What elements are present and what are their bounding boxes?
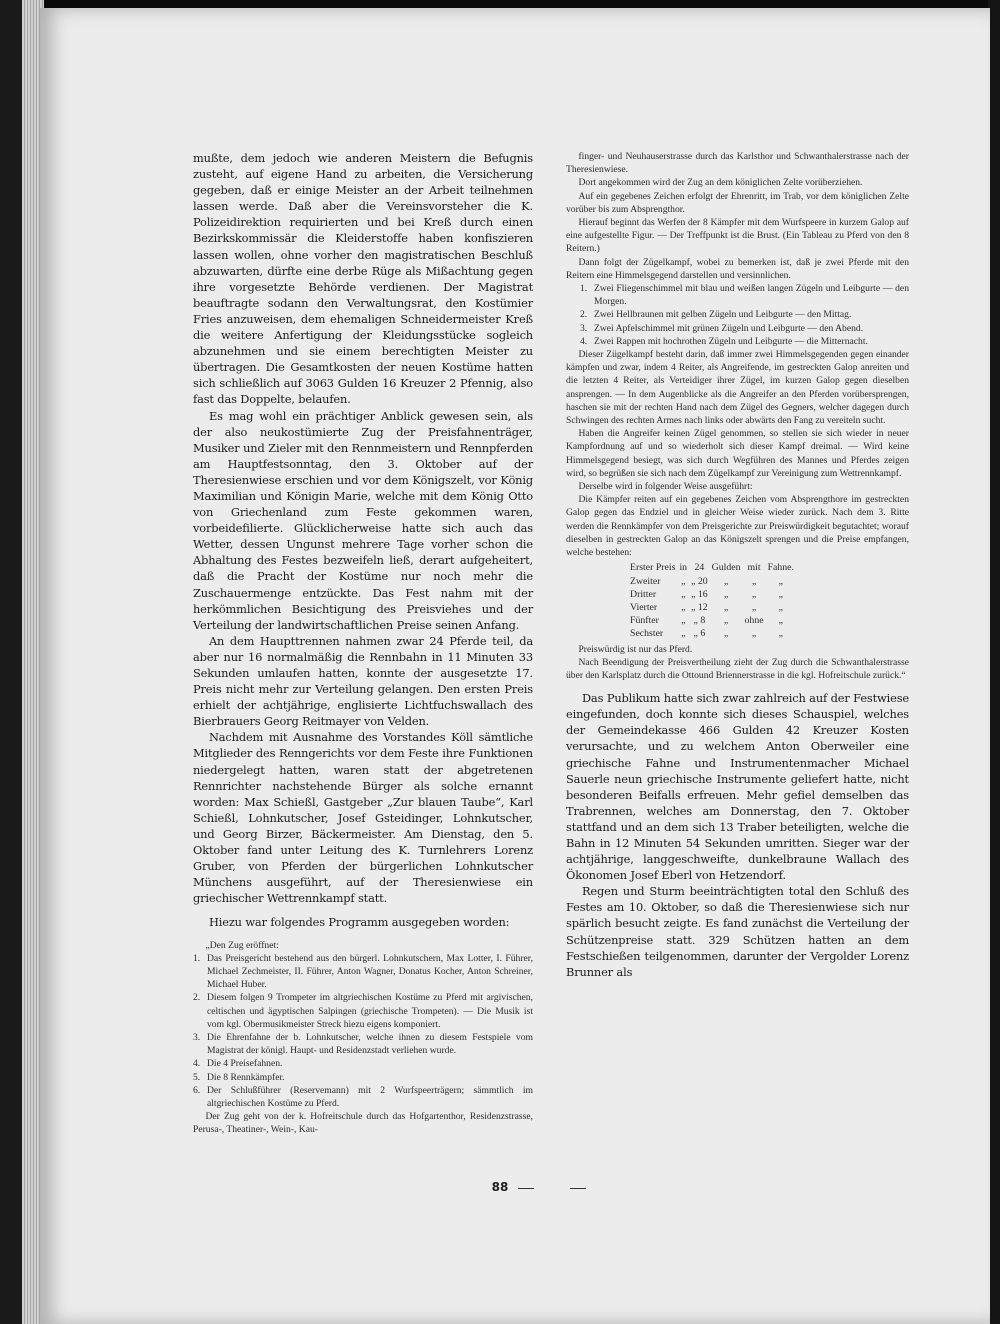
prize-cell: „ xyxy=(681,615,686,627)
quote-paragraph: Haben die Angreifer keinen Zügel genommen, so stellen sie sich wieder in neuer Kampfordnung auf und so wiederholt sich dieser Kampf dreimal. — Wird keine Himmelsgegend besiegt, was sich durch Wegführen des Mannes und Pferdes zeigen wird, so begrüßen sie sich nach dem Zügelkampf zur Vereinigung zum Wettrennkampf. xyxy=(566,428,909,479)
program-item xyxy=(193,1057,533,1070)
prize-cell: „ xyxy=(723,601,729,613)
prize-cell: „ xyxy=(778,575,783,587)
program-intro: Hiezu war folgendes Programm ausgegeben worden: xyxy=(208,915,510,930)
prize-cell: „ xyxy=(751,575,757,587)
prize-row xyxy=(630,561,798,574)
prize-cell: „ xyxy=(723,628,729,640)
program-item xyxy=(193,991,533,1031)
program-item xyxy=(193,1071,533,1084)
quote-paragraph: Dann folgt der Zügelkampf, wobei zu bemerken ist, daß je zwei Pferde mit den Reitern eine Himmelsgegend darstellen und versinnlichen. xyxy=(566,256,909,281)
horse-list-item xyxy=(566,282,909,308)
prize-cell: Erster Preis xyxy=(630,562,676,574)
program-quote xyxy=(193,939,533,1137)
prize-cell: „ xyxy=(778,615,783,627)
program-item-number: 3. xyxy=(193,1031,201,1043)
horse-list-text: Zwei Fliegenschimmel mit blau und weißen langen Zügeln und Leibgurte — den Morgen. xyxy=(594,283,909,308)
program-item-text: Die Ehrenfahne der b. Lohnkutscher, welche ihnen zu diesem Festspiele vom Magistrat der königl. Haupt- und Residenzstadt verliehen wurde. xyxy=(207,1031,533,1057)
prize-row xyxy=(630,575,798,588)
prize-cell: „ xyxy=(778,588,783,600)
prize-cell: Fahne. xyxy=(767,562,794,574)
program-item-number: 1. xyxy=(193,952,201,964)
horse-list-number: 2. xyxy=(580,309,588,321)
prize-row xyxy=(630,601,798,614)
horse-list-text: Zwei Apfelschimmel mit grünen Zügeln und Leibgurte — den Abend. xyxy=(594,322,864,334)
prize-cell: „ 6 xyxy=(693,628,706,640)
program-item-text: Der Schlußführer (Reservemann) mit 2 Wurfspeerträgern; sämmtlich im altgriechischen Kostüme zu Pferd. xyxy=(207,1084,533,1109)
quote-paragraph: Hierauf beginnt das Werfen der 8 Kämpfer mit dem Wurfspeere in kurzem Galop auf eine aufgestellte Figur. — Der Treffpunkt ist die Brust. (Ein Tableau zu Pferd von den 8 Reitern.) xyxy=(566,217,909,255)
prize-cell: „ 12 xyxy=(691,601,708,613)
program-opening: „Den Zug eröffnet: xyxy=(205,939,279,951)
program-quote-continued xyxy=(566,150,909,682)
prize-cell: „ 8 xyxy=(693,615,706,627)
program-item-text: Die 4 Preisefahnen. xyxy=(207,1058,283,1070)
program-item xyxy=(193,952,533,992)
quote-paragraph: Preiswürdig ist nur das Pferd. xyxy=(578,643,693,655)
program-item xyxy=(193,1084,533,1110)
prize-cell: „ xyxy=(751,628,757,640)
prize-cell: ohne xyxy=(744,615,764,627)
prize-row xyxy=(630,614,798,627)
horse-list-text: Zwei Hellbraunen mit gelben Zügeln und Leibgurte — den Mittag. xyxy=(594,309,852,321)
quote-paragraph: Dieser Zügelkampf besteht darin, daß immer zwei Himmelsgegenden gegen einander kämpfen und zwar, indem 4 Reiter, als Angreifende, im gestreckten Galop anreiten und die letzten 4 Reiter, als Verteidiger ihrer Zügel, im kurzen Galop gegen dieselben ansprengen. — In dem Augenblicke als die Angreifer an den Pferden vorübersprengen, haschen sie mit der rechten Hand nach dem Zügel des Gegners, welcher dagegen durch Schwingen des rechten Armes nach links oder abwärts den Fang zu vereiteln sucht. xyxy=(566,349,909,427)
horse-list-item xyxy=(566,335,909,348)
prize-cell: „ xyxy=(723,615,729,627)
prize-cell: 24 xyxy=(694,562,705,574)
program-item-number: 4. xyxy=(193,1058,201,1070)
horse-list-item xyxy=(566,308,909,321)
quote-paragraph: Die Kämpfer reiten auf ein gegebenes Zeichen vom Absprengthore im gestreckten Galop gegen das Endziel und in gleicher Weise wieder zurück. Nach dem 3. Ritte werden die Rennkämpfer von dem Preisgerichte zur Preiswürdigkeit begutachtet; worauf dieselben in gestreckten Galop an das Königszelt sprengen und die Preise empfangen, welche bestehen: xyxy=(566,494,909,559)
spacer xyxy=(566,682,909,690)
program-item-text: Das Preisgericht bestehend aus den bürgerl. Lohnkutschern, Max Lotter, I. Führer, Michael Zechmeister, II. Führer, Anton Wagner, Donatus Kocher, Anton Schreiner, Michael Huber. xyxy=(207,952,533,991)
quote-paragraph: Nach Beendigung der Preisvertheilung zieht der Zug durch die Schwanthalerstrasse über den Karlsplatz durch die Ottound Briennerstrasse in die kgl. Hofreitschule zurück.“ xyxy=(566,656,909,681)
program-closing: Der Zug geht von der k. Hofreitschule durch das Hofgartenthor, Residenzstrasse, Perusa-, Theatiner-, Wein-, Kau- xyxy=(193,1111,533,1136)
right-text-column xyxy=(566,150,909,980)
horse-list-number: 1. xyxy=(580,283,588,295)
body-paragraph: Regen und Sturm beeinträchtigten total den Schluß des Festes am 10. Oktober, so daß die Theresienwiese sich nur spärlich besucht zeigte. Es fand zunächst die Verteilung der Schützenpreise statt. 329 Schützen hatten an dem Festschießen teilgenommen, darunter der Vergolder Lorenz Brunner als xyxy=(566,884,909,979)
quote-paragraph: Dort angekommen wird der Zug an dem königlichen Zelte vorüberziehen. xyxy=(578,177,863,189)
body-paragraph: Nachdem mit Ausnahme des Vorstandes Köll sämtliche Mitglieder des Renngerichts vor dem Feste ihre Funktionen niedergelegt hatten, waren statt der abgetretenen Rennrichter nachstehende Bürger als solche ernannt worden: Max Schießl, Gastgeber „Zur blauen Taube“, Karl Schießl, Lohnkutscher, Josef Gsteidinger, Lohnkutscher, und Georg Birzer, Bäckermeister. Am Dienstag, den 5. Oktober fand unter Leitung des K. Turnlehrers Lorenz Gruber, von Pferden der bürgerlichen Lohnkutscher Münchens ausgeführt, auf der Theresienwiese ein griechischer Wettrennkampf statt. xyxy=(193,730,533,906)
prize-cell: „ xyxy=(681,575,686,587)
prize-cell: „ 16 xyxy=(691,588,708,600)
quote-paragraph: Derselbe wird in folgender Weise ausgeführt: xyxy=(578,481,753,493)
prize-table xyxy=(630,561,798,640)
horse-list-item xyxy=(566,322,909,335)
prize-cell: „ xyxy=(751,588,757,600)
program-item-number: 2. xyxy=(193,992,201,1004)
prize-cell: „ xyxy=(681,588,686,600)
body-paragraph: Das Publikum hatte sich zwar zahlreich auf der Festwiese eingefunden, doch konnte sich dieses Schauspiel, welches der Gemeindekasse 466 Gulden 42 Kreuzer Kosten verursachte, und zu welchem Anton Oberweiler eine griechische Fahne und Instrumentenmacher Michael Sauerle neun griechische Instrumente geliefert hatte, nicht besonderen Beifalls erfreuen. Mehr gefiel demselben das Trabrennen, welches am Donnerstag, den 7. Oktober stattfand und an dem sich 13 Traber beteiligten, welche die Bahn in 12 Minuten 54 Sekunden umritten. Sieger war der achtjährige, langgeschweifte, dunkelbraune Wallach des Ökonomen Josef Eberl von Hetzendorf. xyxy=(566,691,909,883)
program-item-number: 6. xyxy=(193,1084,201,1096)
body-paragraph: Es mag wohl ein prächtiger Anblick gewesen sein, als der also neukostümierte Zug der Preisfahnenträger, Musiker und Zieler mit den Rennmeistern und Rennpferden am Hauptfestsonntag, den 3. Oktober auf der Theresienwiese erschien und vor dem Königszelt, vor König Maximilian und Königin Marie, welche mit dem König Otto von Griechenland zum Feste gekommen waren, vorbeidefilierte. Glücklicherweise hatte sich auch das Wetter, dessen Ungunst mehrere Tage vorher schon die Abhaltung des Festes bezweifeln ließ, derart aufgeheitert, daß die Pracht der Kostüme nur noch mehr die Zuschauermenge entzückte. Das Fest nahm mit der herkömmlichen Besichtigung des Preisviehes und der Verteilung der landwirtschaftlichen Preise seinen Anfang. xyxy=(193,408,533,632)
spacer xyxy=(193,931,533,939)
prize-cell: Fünfter xyxy=(630,615,659,627)
prize-cell: „ xyxy=(681,601,686,613)
body-paragraph: An dem Haupttrennen nahmen zwar 24 Pferde teil, da aber nur 16 normalmäßig die Rennbahn in 11 Minuten 33 Sekunden umlaufen hatten, konnte der ausgesetzte 17. Preis nicht mehr zur Verteilung gelangen. Den ersten Preis erhielt der achtjährige, englisierte Lichtfuchswallach des Bierbrauers Georg Reitmayer von Velden. xyxy=(193,633,533,729)
prize-cell: Vierter xyxy=(630,601,658,613)
prize-cell: Zweiter xyxy=(630,575,661,587)
quote-paragraph: finger- und Neuhauserstrasse durch das Karlsthor und Schwanthalerstrasse nach der Theresienwiese. xyxy=(566,151,909,176)
prize-cell: „ xyxy=(723,575,729,587)
page-number: 88 xyxy=(491,1180,509,1194)
body-paragraph: mußte, dem jedoch wie anderen Meistern die Befugnis zusteht, auf eigene Hand zu arbeiten, die Versicherung gegeben, daß er einige Meister an der Arbeit teilnehmen lassen werde. Daß aber die Vereinsvorsteher die K. Polizeidirektion requirierten und bei Kreß durch einen Bezirkskommissär die Kleiderstoffe haben konfiszieren lassen wollen, ohne vorher den magistratischen Beschluß abzuwarten, dürfte eine derbe Rüge als Mißachtung gegen ihre vorgesetzte Behörde verdienen. Der Magistrat beauftragte sodann den Verwaltungsrat, den Kostümier Fries anzuweisen, dem ehemaligen Schneidermeister Kreß die weitere Anfertigung der Kleidungsstücke sogleich abzunehmen und sie einem berechtigten Meister zu übertragen. Die Gesamtkosten der neuen Kostüme hatten sich schließlich auf 3063 Gulden 16 Kreuzer 2 Pfennig, also fast das Doppelte, belaufen. xyxy=(193,151,533,407)
quote-paragraph: Auf ein gegebenes Zeichen erfolgt der Ehrenritt, im Trab, vor dem königlichen Zelte vorüber bis zum Absprengthor. xyxy=(566,190,909,215)
program-item-number: 5. xyxy=(193,1071,201,1083)
binding-shadow xyxy=(0,0,22,1324)
prize-cell: „ xyxy=(778,601,783,613)
program-item xyxy=(193,1031,533,1057)
prize-cell: „ 20 xyxy=(691,575,708,587)
prize-cell: Sechster xyxy=(630,628,664,640)
horse-list-number: 3. xyxy=(580,322,588,334)
prize-cell: Gulden xyxy=(711,562,741,574)
horse-list-number: 4. xyxy=(580,335,588,347)
prize-row xyxy=(630,588,798,601)
horse-list-text: Zwei Rappen mit hochrothen Zügeln und Leibgurte — die Mitternacht. xyxy=(594,335,868,347)
spacer xyxy=(193,906,533,914)
program-item-text: Diesem folgen 9 Trompeter im altgriechischen Kostüme zu Pferd mit argivischen, celtischen und ägyptischen Salpingen (griechische Trompeten). — Die Musik ist vom kgl. Obermusikmeister Streck hiezu eigens komponiert. xyxy=(207,992,533,1030)
prize-cell: „ xyxy=(681,628,686,640)
program-item-text: Die 8 Rennkämpfer. xyxy=(207,1071,285,1083)
prize-row xyxy=(630,627,798,640)
left-text-column xyxy=(193,150,533,1137)
page-number-dash xyxy=(570,1188,586,1189)
prize-cell: „ xyxy=(723,588,729,600)
prize-cell: mit xyxy=(747,562,761,574)
prize-cell: Dritter xyxy=(630,588,657,600)
prize-cell: „ xyxy=(778,628,783,640)
prize-cell: „ xyxy=(751,601,757,613)
prize-cell: in xyxy=(679,562,688,574)
